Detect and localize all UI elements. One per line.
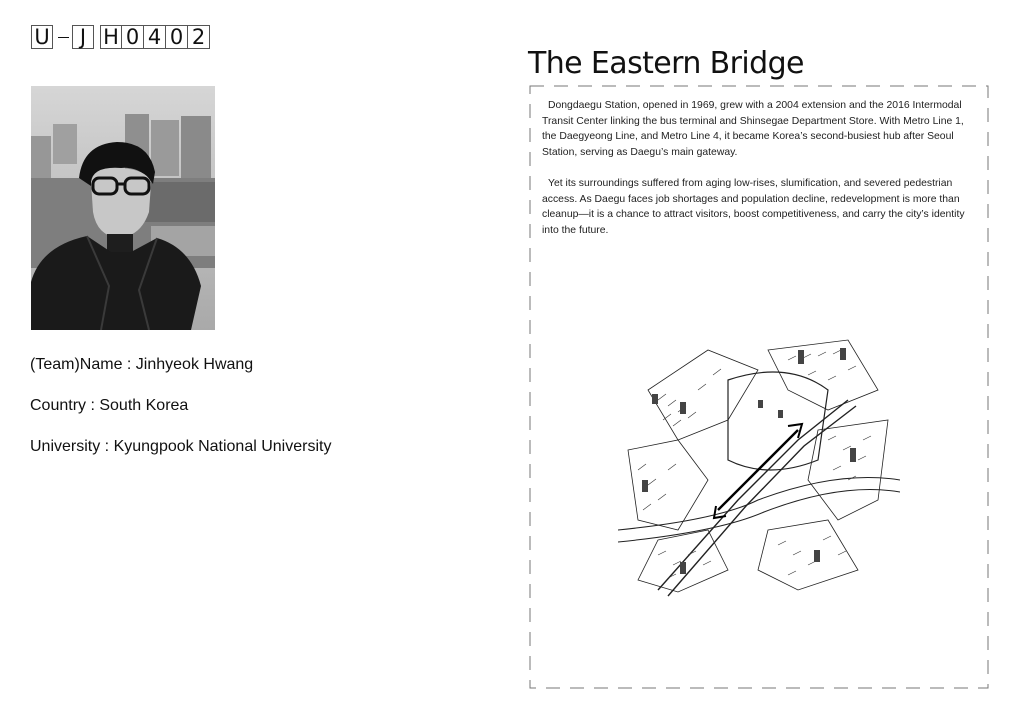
station-sketch — [618, 330, 900, 598]
id-code-char: J — [72, 25, 94, 49]
profile-name: (Team)Name : Jinhyeok Hwang — [30, 356, 254, 373]
id-code-char: 0 — [122, 25, 144, 49]
article-title: The Eastern Bridge — [528, 46, 804, 81]
portrait-photo — [31, 86, 215, 330]
id-code-char: 4 — [144, 25, 166, 49]
id-code-char: 2 — [188, 25, 210, 49]
profile-university: University : Kyungpook National University — [30, 438, 332, 455]
article-paragraph-1: Dongdaegu Station, opened in 1969, grew with a 2004 extension and the 2016 Intermodal Transit Center linking the bus terminal and Shinsegae Department Store. With Metro Line 1, the Daegyeong Line, and Metro Line 4, it became Korea’s second-busiest hub after Seoul Station, serving as Daegu’s main gateway. — [542, 100, 964, 158]
id-code-char: U — [31, 25, 53, 49]
profile-country: Country : South Korea — [30, 397, 189, 414]
id-code-dash — [58, 37, 69, 38]
id-code — [31, 25, 210, 49]
id-code-char: 0 — [166, 25, 188, 49]
id-code-char: H — [100, 25, 122, 49]
article-paragraph-2: Yet its surroundings suffered from aging low-rises, slumification, and severed pedestrian access. As Daegu faces job shortages and population decline, redevelopment is more than cleanup—it is a chance to attract visitors, boost competitiveness, and carry the city’s identity into the future. — [542, 178, 965, 236]
